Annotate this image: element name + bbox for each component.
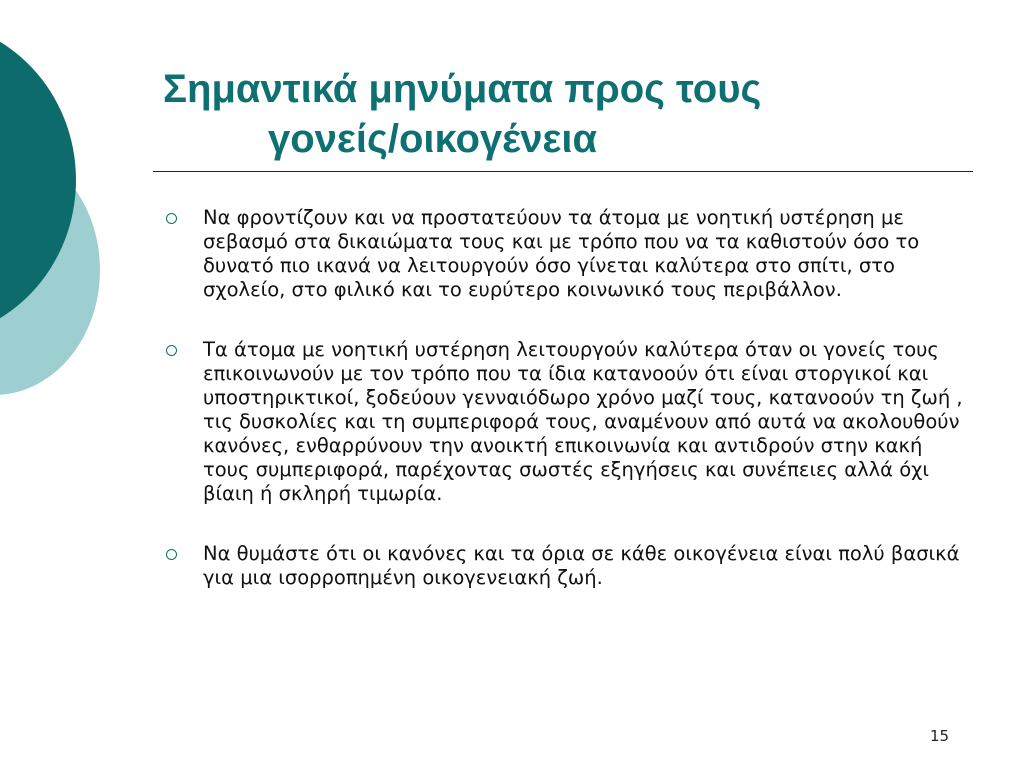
bullet-text: Να φροντίζουν και να προστατεύουν τα άτομα με νοητική υστέρηση με σεβασμό στα δικαιώματα τους και με τρόπο που να τα καθιστούν όσο το δυνατό πιο ικανά να λειτουργούν όσο γίνεται καλύτερα στο σπίτι, στο σχολείο, στο φιλικό και το ευρύτερο κοινωνικό τους περιβάλλον. — [203, 206, 920, 301]
slide-title — [163, 64, 761, 164]
page-number: 15 — [930, 727, 950, 745]
bullet-list — [163, 206, 963, 626]
bullet-text: Να θυμάστε ότι οι κανόνες και τα όρια σε κάθε οικογένεια είναι πολύ βασικά για μια ισορροπημένη οικογενειακή ζωή. — [203, 542, 960, 589]
circle-bullet-icon — [166, 345, 177, 356]
title-line-2: γονείς/οικογένεια — [268, 117, 598, 161]
bullet-text: Τα άτομα με νοητική υστέρηση λειτουργούν καλύτερα όταν οι γονείς τους επικοινωνούν με τον τρόπο που τα ίδια κατανοούν ότι είναι στοργικοί και υποστηρικτικοί, ξοδεύουν γενναιόδωρο χρόνο μαζί τους, κατανοούν τη ζωή , τις δυσκολίες και τη συμπεριφορά τους, αναμένουν από αυτά να ακολουθούν κανόνες, ενθαρρύνουν την ανοικτή επικοινωνία και αντιδρούν στην κακή τους συμπεριφορά, παρέχοντας σωστές εξηγήσεις και συνέπειες αλλά όχι βίαιη ή σκληρή τιμωρία. — [203, 338, 963, 505]
circle-bullet-icon — [166, 549, 177, 560]
title-line-1: Σημαντικά μηνύματα προς τους — [163, 67, 762, 111]
bullet-item — [163, 206, 963, 302]
bullet-item — [163, 542, 963, 590]
bullet-item — [163, 338, 963, 506]
circle-bullet-icon — [166, 213, 177, 224]
title-divider — [153, 171, 973, 172]
